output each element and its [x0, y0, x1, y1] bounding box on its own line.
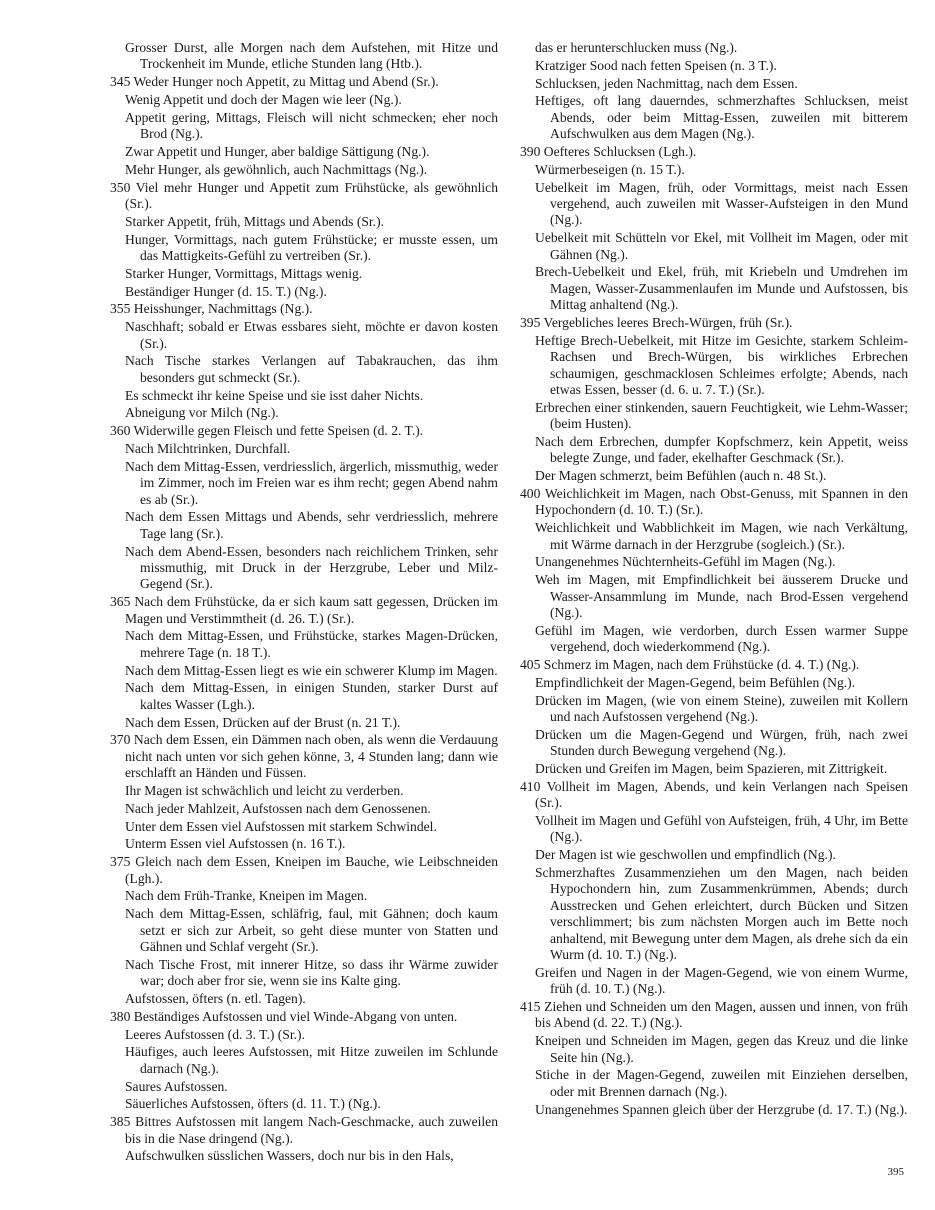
symptom-entry: Stiche in der Magen-Gegend, zuweilen mit Einziehen derselben, oder mit Brennen darnach (Ng.).	[535, 1067, 908, 1099]
symptom-entry: Häufiges, auch leeres Aufstossen, mit Hitze zuweilen im Schlunde darnach (Ng.).	[125, 1044, 498, 1076]
right-column	[520, 40, 908, 1119]
symptom-entry: Nach dem Mittag-Essen, und Frühstücke, starkes Magen-Drücken, mehrere Tage (n. 18 T.).	[125, 628, 498, 660]
symptom-entry: Es schmeckt ihr keine Speise und sie isst daher Nichts.	[125, 387, 424, 403]
symptom-entry: Der Magen ist wie geschwollen und empfindlich (Ng.).	[535, 847, 836, 863]
symptom-entry: Starker Appetit, früh, Mittags und Abends (Sr.).	[125, 213, 385, 229]
symptom-entry: Naschhaft; sobald er Etwas essbares sieht, möchte er davon kosten (Sr.).	[125, 319, 498, 351]
symptom-entry: Beständiger Hunger (d. 15. T.) (Ng.).	[125, 283, 327, 299]
symptom-entry: Erbrechen einer stinkenden, sauern Feuchtigkeit, wie Lehm-Wasser; (beim Husten).	[535, 399, 908, 432]
symptom-entry: 400 Weichlichkeit im Magen, nach Obst-Genuss, mit Spannen in den Hypochondern (d. 10. T.) (Sr.).	[520, 486, 908, 518]
symptom-entry: das er herunterschlucken muss (Ng.).	[535, 40, 738, 55]
symptom-entry: Würmerbeseigen (n. 15 T.).	[535, 161, 685, 177]
symptom-entry: 355 Heisshunger, Nachmittags (Ng.).	[110, 301, 313, 317]
symptom-entry: Unterm Essen viel Aufstossen (n. 16 T.).	[125, 836, 346, 852]
symptom-entry: Unangenehmes Nüchternheits-Gefühl im Magen (Ng.).	[535, 554, 836, 570]
symptom-entry: 360 Widerwille gegen Fleisch und fette Speisen (d. 2. T.).	[110, 423, 424, 439]
symptom-entry: 380 Beständiges Aufstossen und viel Winde-Abgang von unten.	[110, 1008, 458, 1024]
symptom-entry: Heftige Brech-Uebelkeit, mit Hitze im Gesichte, starkem Schleim-Rachsen und Brech-Würgen, bis wirkliches Erbrechen schaumigen, geschmacklosen Schleimes erfolgte; Abends, nach etwas Essen, besser (d. 6. u. 7. T.) (Sr.).	[535, 332, 908, 398]
symptom-entry: Nach dem Essen, Drücken auf der Brust (n. 21 T.).	[125, 714, 401, 730]
symptom-entry: Vollheit im Magen und Gefühl von Aufsteigen, früh, 4 Uhr, im Bette (Ng.).	[535, 813, 908, 845]
symptom-entry: 415 Ziehen und Schneiden um den Magen, aussen und innen, von früh bis Abend (d. 22. T.) (Ng.).	[520, 999, 908, 1031]
symptom-entry: Nach dem Mittag-Essen liegt es wie ein schwerer Klump im Magen.	[125, 662, 498, 678]
page-number: 395	[887, 1166, 904, 1178]
symptom-entry: Brech-Uebelkeit und Ekel, früh, mit Kriebeln und Umdrehen im Magen, Wasser-Zusammenlaufen im Munde und Aufstossen, bis Mittag anhaltend (Ng.).	[535, 264, 908, 313]
symptom-entry: Leeres Aufstossen (d. 3. T.) (Sr.).	[125, 1026, 305, 1042]
symptom-entry: Aufschwulken süsslichen Wassers, doch nur bis in den Hals,	[125, 1148, 454, 1164]
symptom-entry: Kratziger Sood nach fetten Speisen (n. 3 T.).	[535, 57, 777, 73]
symptom-entry: Empfindlichkeit der Magen-Gegend, beim Befühlen (Ng.).	[535, 674, 856, 690]
symptom-entry: Starker Hunger, Vormittags, Mittags wenig.	[125, 265, 363, 281]
symptom-entry: Hunger, Vormittags, nach gutem Frühstücke; er musste essen, um das Mattigkeits-Gefühl zu vertreiben (Sr.).	[125, 231, 498, 263]
symptom-entry: 395 Vergebliches leeres Brech-Würgen, früh (Sr.).	[520, 315, 793, 331]
symptom-entry: Der Magen schmerzt, beim Befühlen (auch n. 48 St.).	[535, 468, 827, 484]
symptom-entry: Unangenehmes Spannen gleich über der Herzgrube (d. 17. T.) (Ng.).	[535, 1101, 908, 1117]
symptom-entry: Ihr Magen ist schwächlich und leicht zu verderben.	[125, 783, 404, 799]
symptom-entry: Nach dem Erbrechen, dumpfer Kopfschmerz, kein Appetit, weiss belegte Zunge, und fader, ekelhafter Geschmack (Sr.).	[535, 434, 908, 466]
symptom-entry: 405 Schmerz im Magen, nach dem Frühstücke (d. 4. T.) (Ng.).	[520, 657, 860, 673]
symptom-entry: Nach Tische Frost, mit innerer Hitze, so dass ihr Wärme zuwider war; doch aber fror sie, wenn sie ins Kalte ging.	[125, 956, 498, 989]
symptom-entry: Uebelkeit im Magen, früh, oder Vormittags, meist nach Essen vergehend, auch zuweilen mit Wasser-Aufsteigen in den Mund (Ng.).	[535, 179, 908, 228]
symptom-entry: Nach dem Mittag-Essen, in einigen Stunden, starker Durst auf kaltes Wasser (Lgh.).	[125, 680, 498, 712]
symptom-entry: Nach dem Abend-Essen, besonders nach reichlichem Trinken, sehr missmuthig, mit Druck in der Herzgrube, Leber und Milz-Gegend (Sr.).	[125, 543, 498, 592]
symptom-entry: Nach dem Mittag-Essen, schläfrig, faul, mit Gähnen; doch kaum setzt er sich zur Arbeit, so geht diese munter von Statten und Gähnen und Schlaf vergeht (Sr.).	[125, 906, 498, 955]
symptom-entry: Abneigung vor Milch (Ng.).	[125, 405, 279, 421]
symptom-entry: Heftiges, oft lang dauerndes, schmerzhaftes Schlucksen, meist Abends, oder beim Mittag-Essen, zuweilen mit bitterem Aufschwulken aus dem Magen (Ng.).	[535, 93, 908, 142]
symptom-entry: Gefühl im Magen, wie verdorben, durch Essen warmer Suppe vergehend, doch wiederkommend (Ng.).	[535, 622, 908, 655]
symptom-entry: Nach Milchtrinken, Durchfall.	[125, 440, 291, 456]
symptom-entry: Weh im Magen, mit Empfindlichkeit bei äusserem Drucke und Wasser-Ansammlung im Munde, nach Brod-Essen vergehend (Ng.).	[535, 572, 908, 621]
symptom-entry: Greifen und Nagen in der Magen-Gegend, wie von einem Wurme, früh (d. 10. T.) (Ng.).	[535, 964, 908, 997]
symptom-entry: Schmerzhaftes Zusammenziehen um den Magen, nach beiden Hypochondern hin, zum Zusammenkrümmen, Abends; durch Ausstrecken und Gehen erleichtert, durch Bücken und Sitzen verschlimmert; bis zum nächsten Morgen auch im Bette noch anhaltend, mit Bewegung unter dem Magen, als drehe sich da ein Wurm (d. 10. T.) (Ng.).	[535, 865, 908, 963]
symptom-entry: Drücken um die Magen-Gegend und Würgen, früh, nach zwei Stunden durch Bewegung vergehend (Ng.).	[535, 726, 908, 759]
symptom-entry: Nach dem Essen Mittags und Abends, sehr verdriesslich, mehrere Tage lang (Sr.).	[125, 509, 498, 541]
symptom-entry: Nach dem Früh-Tranke, Kneipen im Magen.	[125, 888, 368, 904]
symptom-entry: 370 Nach dem Essen, ein Dämmen nach oben, als wenn die Verdauung nicht nach unten vor sich gehen könne, 3, 4 Stunden lang; dann wie erschlafft an Händen und Füssen.	[110, 732, 498, 781]
symptom-entry: 385 Bittres Aufstossen mit langem Nach-Geschmacke, auch zuweilen bis in die Nase dringend (Ng.).	[110, 1114, 498, 1146]
symptom-entry: Drücken im Magen, (wie von einem Steine), zuweilen mit Kollern und nach Aufstossen vergehend (Ng.).	[535, 692, 908, 725]
symptom-entry: Wenig Appetit und doch der Magen wie leer (Ng.).	[125, 92, 402, 107]
symptom-entry: Zwar Appetit und Hunger, aber baldige Sättigung (Ng.).	[125, 144, 430, 159]
symptom-entry: 365 Nach dem Frühstücke, da er sich kaum satt gegessen, Drücken im Magen und Verstimmtheit (d. 26. T.) (Sr.).	[110, 594, 498, 626]
symptom-entry: Nach dem Mittag-Essen, verdriesslich, ärgerlich, missmuthig, weder im Zimmer, noch im Freien war es ihm recht; gegen Abend nahm es ab (Sr.).	[125, 458, 498, 507]
symptom-entry: 375 Gleich nach dem Essen, Kneipen im Bauche, wie Leibschneiden (Lgh.).	[110, 854, 498, 886]
symptom-entry: Drücken und Greifen im Magen, beim Spazieren, mit Zittrigkeit.	[535, 761, 888, 777]
symptom-entry: 350 Viel mehr Hunger und Appetit zum Frühstücke, als gewöhnlich (Sr.).	[110, 179, 498, 211]
symptom-entry: Grosser Durst, alle Morgen nach dem Aufstehen, mit Hitze und Trockenheit im Munde, etliche Stunden lang (Htb.).	[125, 40, 498, 72]
symptom-entry: 345 Weder Hunger noch Appetit, zu Mittag und Abend (Sr.).	[110, 74, 439, 90]
symptom-entry: Säuerliches Aufstossen, öfters (d. 11. T.) (Ng.).	[125, 1096, 381, 1112]
symptom-entry: Weichlichkeit und Wabblichkeit im Magen, wie nach Verkältung, mit Wärme darnach in der Herzgrube (sogleich.) (Sr.).	[535, 520, 908, 552]
symptom-entry: 390 Oefteres Schlucksen (Lgh.).	[520, 144, 697, 159]
symptom-entry: Appetit gering, Mittags, Fleisch will nicht schmecken; eher noch Brod (Ng.).	[125, 109, 498, 142]
symptom-entry: Uebelkeit mit Schütteln vor Ekel, mit Vollheit im Magen, oder mit Gähnen (Ng.).	[535, 230, 908, 262]
symptom-entry: Mehr Hunger, als gewöhnlich, auch Nachmittags (Ng.).	[125, 161, 428, 177]
symptom-entry: 410 Vollheit im Magen, Abends, und kein Verlangen nach Speisen (Sr.).	[520, 778, 908, 811]
symptom-entry: Schlucksen, jeden Nachmittag, nach dem Essen.	[535, 75, 798, 91]
symptom-entry: Nach Tische starkes Verlangen auf Tabakrauchen, das ihm besonders gut schmeckt (Sr.).	[125, 353, 498, 385]
left-column	[110, 40, 498, 1166]
symptom-entry: Aufstossen, öfters (n. etl. Tagen).	[125, 991, 306, 1007]
symptom-entry: Kneipen und Schneiden im Magen, gegen das Kreuz und die linke Seite hin (Ng.).	[535, 1033, 908, 1065]
symptom-entry: Nach jeder Mahlzeit, Aufstossen nach dem Genossenen.	[125, 800, 431, 816]
symptom-entry: Saures Aufstossen.	[125, 1078, 228, 1094]
symptom-entry: Unter dem Essen viel Aufstossen mit starkem Schwindel.	[125, 818, 437, 834]
